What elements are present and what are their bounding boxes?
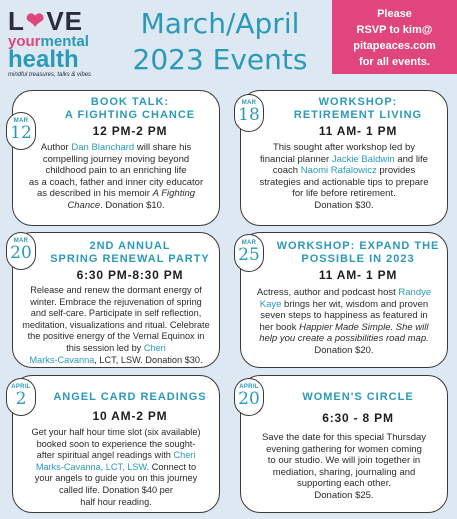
rsvp-line1: Please xyxy=(377,8,412,20)
presenter-name: Randye xyxy=(398,287,432,298)
badge-day: 20 xyxy=(10,243,32,263)
desc-line: booked soon to experience the sought- xyxy=(36,438,196,449)
event-time: 6:30 - 8 PM xyxy=(322,411,394,425)
badge-month: MAR xyxy=(241,100,257,106)
presenter-name: Cheri xyxy=(143,342,166,353)
book-title: A Fighting xyxy=(152,188,196,200)
desc-line: Get your half hour time slot (six available) xyxy=(31,427,201,437)
desc-text: brings her wit, wisdom and proven xyxy=(281,298,429,310)
event-title xyxy=(268,391,448,404)
event-time: 12 PM-2 PM xyxy=(92,124,168,138)
logo-mental: mental xyxy=(40,33,89,50)
event-title-line2: RETIREMENT LIVING xyxy=(293,109,423,121)
page-title-line1: March/April xyxy=(140,7,300,40)
event-title-line2: A FIGHTING CHANCE xyxy=(64,109,196,121)
event-title xyxy=(268,96,448,122)
desc-line: help you create a possibilities road map. xyxy=(259,333,429,345)
event-title xyxy=(40,96,220,122)
desc-text: and life xyxy=(394,153,428,165)
badge-day: 12 xyxy=(10,123,32,143)
badge-day: 18 xyxy=(238,105,260,125)
desc-line: Release and renew the dormant energy of xyxy=(30,285,202,295)
event-time: 6:30 PM-8:30 PM xyxy=(76,268,184,282)
presenter-name: Kaye xyxy=(259,298,282,310)
page-title-line2: 2023 Events xyxy=(132,43,308,76)
event-time: 10 AM-2 PM xyxy=(92,409,168,423)
logo-tagline: mindful treasures, talks & vibes xyxy=(8,72,92,78)
event-title xyxy=(40,391,220,404)
brand-logo xyxy=(8,8,126,78)
event-title xyxy=(268,240,448,266)
book-title: Happier Made Simple. She will xyxy=(299,321,429,333)
badge-month: APRIL xyxy=(239,384,259,390)
desc-text: this session led by xyxy=(66,342,144,353)
event-description xyxy=(242,142,446,212)
date-badge xyxy=(234,234,264,272)
event-title-line1: WORKSHOP: EXPAND THE xyxy=(276,240,440,252)
desc-line: This sought after workshop led by xyxy=(272,142,416,153)
event-description xyxy=(14,285,218,366)
badge-month: MAR xyxy=(13,118,29,124)
event-time: 11 AM- 1 PM xyxy=(318,268,398,282)
badge-day: 20 xyxy=(238,389,260,409)
rsvp-box xyxy=(332,0,457,74)
desc-line: for life before retirement. xyxy=(292,188,396,200)
desc-line: as a coach, father and inner city educator xyxy=(28,176,204,188)
event-description xyxy=(14,142,218,212)
desc-line: your angels to guide you on this journey xyxy=(34,473,198,484)
event-title-line2: SPRING RENEWAL PARTY xyxy=(50,253,210,265)
desc-text: . Connect to xyxy=(146,461,197,472)
event-title xyxy=(40,240,220,266)
desc-line: Save the date for this special Thursday xyxy=(261,432,427,443)
desc-text: financial planner xyxy=(260,153,332,165)
date-badge xyxy=(234,94,264,132)
desc-line: the positive energy of the Vernal Equinox in xyxy=(27,331,205,342)
rsvp-line2: RSVP to kim@ xyxy=(356,24,433,36)
desc-line: and self-care. Participate in self reflection, xyxy=(30,308,202,319)
event-title-line1: WOMEN'S CIRCLE xyxy=(302,391,414,403)
presenter-name: Dan Blanchard xyxy=(71,142,135,153)
desc-line: winter. Embrace the rejuvenation of spring xyxy=(30,296,202,307)
badge-month: MAR xyxy=(13,238,29,244)
desc-text: will share his xyxy=(134,142,192,153)
event-title-line2: POSSIBLE IN 2023 xyxy=(301,253,415,265)
logo-love-word xyxy=(8,8,126,34)
desc-line: Donation $25. xyxy=(314,489,374,501)
desc-line: mediation, sharing, journaling and xyxy=(272,466,416,478)
logo-love-end: VE xyxy=(46,6,84,36)
desc-line: Donation $30. xyxy=(314,199,374,211)
event-title-line1: ANGEL CARD READINGS xyxy=(53,391,207,403)
desc-text: Author xyxy=(40,142,72,153)
desc-text: coach xyxy=(272,165,301,177)
desc-text: after spiritual angel readings with xyxy=(36,450,174,461)
badge-day: 25 xyxy=(238,245,260,265)
badge-day: 2 xyxy=(15,389,27,409)
presenter-name: Marks-Cavanna, LCT, LSW xyxy=(35,461,147,472)
badge-month: MAR xyxy=(241,240,257,246)
event-title-line1: 2ND ANNUAL xyxy=(89,240,171,252)
logo-health: health xyxy=(8,46,79,73)
desc-text: as described in his memoir xyxy=(36,188,153,200)
desc-line: strategies and actionable tips to prepare xyxy=(259,176,429,188)
badge-month: APRIL xyxy=(11,384,31,390)
heart-icon: ❤ xyxy=(25,8,46,33)
desc-line: evening gathering for women coming xyxy=(266,443,422,455)
presenter-name: Jackie Baldwin xyxy=(331,153,395,165)
date-badge xyxy=(234,378,264,416)
desc-line: to our studio. We will join together in xyxy=(267,455,421,467)
rsvp-line3: pitapeaces.com xyxy=(353,40,436,52)
desc-line: Donation $20. xyxy=(314,344,374,356)
date-badge xyxy=(6,378,36,416)
date-badge xyxy=(6,232,36,270)
logo-your: your xyxy=(8,33,41,50)
desc-line: half hour reading. xyxy=(80,496,152,507)
desc-text: , LCT, LSW. Donation $30. xyxy=(94,354,203,365)
desc-text: . Donation $10. xyxy=(100,199,165,211)
desc-text: her book xyxy=(259,321,300,333)
desc-line: seven steps to happiness as featured in xyxy=(260,310,428,322)
desc-text: Actress, author and podcast host xyxy=(256,287,399,298)
presenter-name: Marks-Cavanna xyxy=(29,354,95,365)
desc-line: meditation, visualizations and ritual. Celebrate xyxy=(22,319,210,330)
book-title: Chance xyxy=(67,199,101,211)
rsvp-line4: for all events. xyxy=(359,56,430,68)
event-title-line1: WORKSHOP: xyxy=(318,96,398,108)
logo-love-start: L xyxy=(8,6,25,36)
desc-line: compelling journey moving beyond xyxy=(42,153,190,165)
desc-text: provides xyxy=(376,165,416,177)
event-description xyxy=(242,432,446,502)
desc-line: childhood pain to an enriching life xyxy=(45,165,187,177)
event-time: 11 AM- 1 PM xyxy=(318,124,398,138)
presenter-name: Naomi Rafalowicz xyxy=(300,165,377,177)
page-title xyxy=(130,6,310,78)
desc-line: called life. Donation $40 per xyxy=(59,484,173,495)
desc-line: supporting each other. xyxy=(296,478,391,490)
event-description xyxy=(14,427,218,508)
presenter-name: Cheri xyxy=(173,450,196,461)
event-description xyxy=(242,287,446,357)
event-title-line1: BOOK TALK: xyxy=(90,96,170,108)
